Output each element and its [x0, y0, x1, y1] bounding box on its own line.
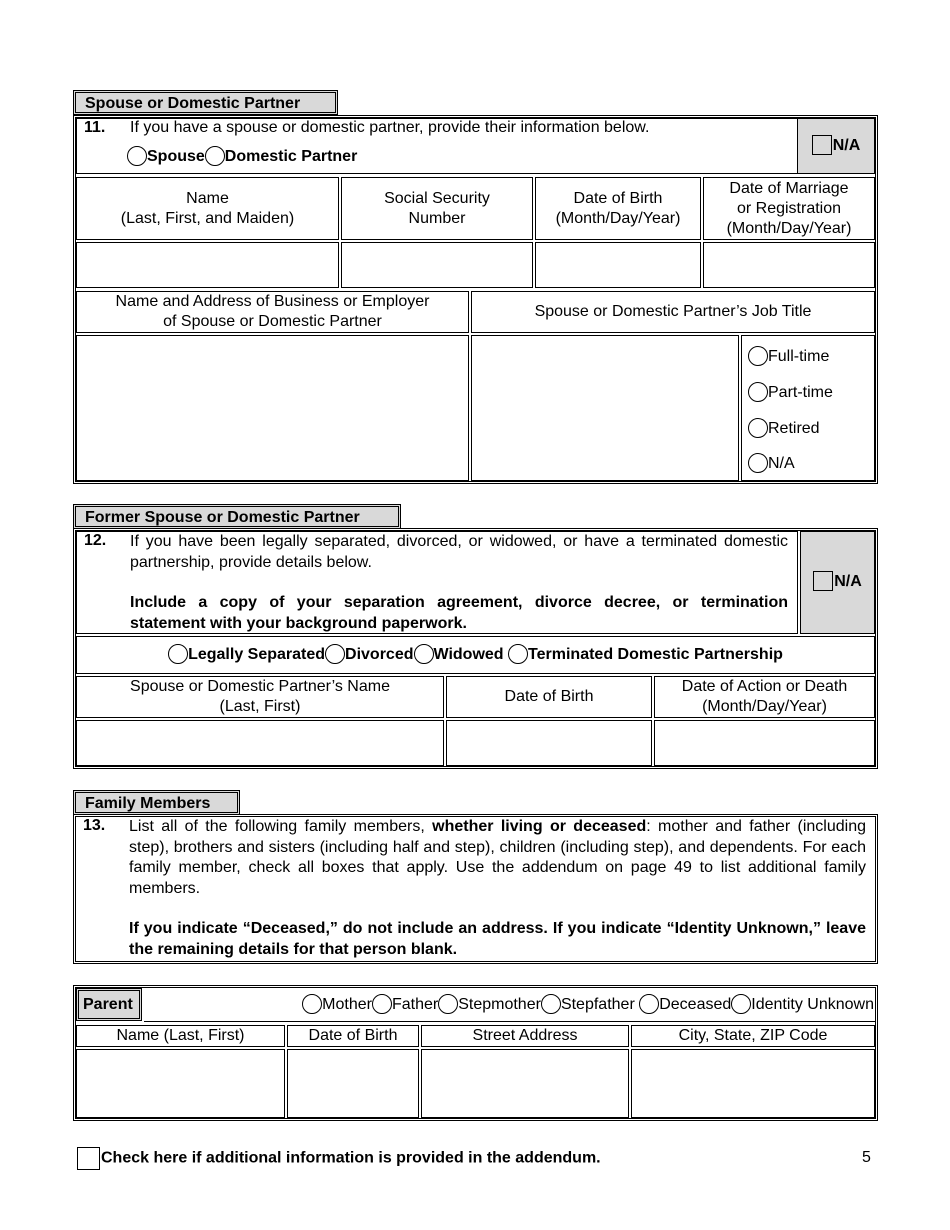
stepfather-radio[interactable]	[541, 994, 561, 1014]
spouse-name-input[interactable]	[76, 242, 339, 288]
terminated-partnership-radio[interactable]	[508, 644, 528, 664]
divorced-label: Divorced	[345, 646, 414, 664]
col-dob-line2: (Month/Day/Year)	[555, 209, 681, 227]
employer-line2: of Spouse or Domestic Partner	[163, 313, 382, 330]
question-number: 11.	[84, 119, 106, 136]
former-name-line2: (Last, First)	[219, 698, 301, 715]
col-ssn-header	[341, 177, 533, 240]
question-instruction: Include a copy of your separation agreement, divorce decree, or termination statement with your background paperwork.	[130, 594, 788, 632]
col-marriage-line1: Date of Marriage	[729, 179, 849, 197]
employment-na-label: N/A	[768, 455, 795, 473]
widowed-label: Widowed	[433, 646, 504, 664]
parent-dob-header: Date of Birth	[287, 1025, 419, 1047]
spouse-dob-input[interactable]	[535, 242, 701, 288]
former-action-line2: (Month/Day/Year)	[702, 698, 827, 715]
part-time-label: Part-time	[768, 384, 833, 402]
section-header-family: Family Members	[73, 790, 240, 815]
widowed-radio[interactable]	[414, 644, 434, 664]
na-checkbox-11[interactable]	[812, 135, 832, 155]
legally-separated-label: Legally Separated	[188, 646, 326, 664]
father-radio[interactable]	[372, 994, 392, 1014]
question-text-pre: List all of the following family members,	[129, 818, 433, 835]
job-title-input[interactable]	[471, 335, 739, 481]
spouse-ssn-input[interactable]	[341, 242, 533, 288]
part-time-option	[748, 383, 833, 403]
spouse-marriage-date-input[interactable]	[703, 242, 875, 288]
former-name-header	[76, 676, 444, 718]
col-ssn-line1: Social Security	[384, 189, 490, 207]
addendum-checkbox[interactable]	[77, 1147, 100, 1170]
na-cell-11	[797, 118, 875, 174]
former-action-date-input[interactable]	[654, 720, 875, 766]
col-marriage-header	[703, 177, 875, 240]
question-text	[129, 817, 866, 899]
na-cell-12	[800, 531, 875, 634]
section-header-former-spouse: Former Spouse or Domestic Partner	[73, 504, 401, 529]
former-name-line1: Spouse or Domestic Partner’s Name	[130, 678, 390, 695]
employer-input[interactable]	[76, 335, 469, 481]
stepmother-radio[interactable]	[438, 994, 458, 1014]
parent-dob-input[interactable]	[287, 1049, 419, 1118]
former-action-header	[654, 676, 875, 718]
col-ssn-line2: Number	[408, 209, 466, 227]
domestic-partner-radio[interactable]	[205, 146, 225, 166]
parent-options-row	[144, 988, 875, 1022]
parent-city-header: City, State, ZIP Code	[631, 1025, 875, 1047]
col-dob-header	[535, 177, 701, 240]
col-marriage-line2: or Registration	[736, 199, 842, 217]
stepmother-label: Stepmother	[458, 996, 541, 1014]
parent-name-input[interactable]	[76, 1049, 285, 1118]
parent-label: Parent	[76, 988, 142, 1021]
question-11-cell	[76, 118, 798, 174]
stepfather-label: Stepfather	[560, 996, 635, 1014]
retired-radio[interactable]	[748, 418, 768, 438]
job-title-header: Spouse or Domestic Partner’s Job Title	[471, 291, 875, 333]
col-name-line2: (Last, First, and Maiden)	[120, 209, 295, 227]
deceased-label: Deceased	[659, 996, 732, 1014]
full-time-label: Full-time	[768, 348, 830, 366]
employment-na-radio[interactable]	[748, 453, 768, 473]
na-label: N/A	[834, 573, 862, 591]
question-13-cell	[76, 817, 875, 961]
page-number: 5	[862, 1149, 871, 1166]
domestic-partner-radio-label: Domestic Partner	[224, 148, 358, 166]
full-time-radio[interactable]	[748, 346, 768, 366]
mother-label: Mother	[322, 996, 372, 1014]
parent-name-header: Name (Last, First)	[76, 1025, 285, 1047]
employment-status-cell	[741, 335, 875, 481]
identity-unknown-label: Identity Unknown	[751, 996, 874, 1014]
col-marriage-line3: (Month/Day/Year)	[726, 219, 852, 237]
parent-street-input[interactable]	[421, 1049, 629, 1118]
terminated-partnership-label: Terminated Domestic Partnership	[528, 646, 783, 664]
spouse-radio-group	[127, 147, 357, 167]
question-number: 12.	[84, 532, 107, 549]
spouse-radio[interactable]	[127, 146, 147, 166]
retired-option	[748, 419, 820, 439]
father-label: Father	[391, 996, 439, 1014]
addendum-row	[77, 1147, 601, 1171]
full-time-option	[748, 347, 829, 367]
section-header-spouse: Spouse or Domestic Partner	[73, 90, 338, 115]
mother-radio[interactable]	[302, 994, 322, 1014]
question-instruction: If you indicate “Deceased,” do not include an address. If you indicate “Identity Unknown,” leave the remaining details for that person blank.	[129, 920, 866, 958]
spouse-radio-label: Spouse	[147, 148, 205, 166]
former-action-line1: Date of Action or Death	[681, 678, 848, 695]
legally-separated-radio[interactable]	[168, 644, 188, 664]
question-text: If you have been legally separated, divorced, or widowed, or have a terminated domestic partnership, provide details below.	[130, 533, 788, 571]
col-dob-line1: Date of Birth	[573, 189, 663, 207]
addendum-label: Check here if additional information is provided in the addendum.	[101, 1149, 601, 1167]
former-name-input[interactable]	[76, 720, 444, 766]
na-checkbox-12[interactable]	[813, 571, 833, 591]
identity-unknown-radio[interactable]	[731, 994, 751, 1014]
col-name-header	[76, 177, 339, 240]
retired-label: Retired	[768, 420, 820, 438]
col-name-line1: Name	[186, 189, 229, 207]
employer-header	[76, 291, 469, 333]
former-dob-header: Date of Birth	[446, 676, 652, 718]
former-status-row	[76, 636, 875, 674]
question-text-post: : mother and father (including step), brothers and sisters (including half and step), children (including step), and dependents. For each family member, check all boxes that apply. Use the addendum on page 49 to list additional family members.	[129, 818, 866, 897]
part-time-radio[interactable]	[748, 382, 768, 402]
parent-city-input[interactable]	[631, 1049, 875, 1118]
question-number: 13.	[83, 817, 106, 834]
former-dob-input[interactable]	[446, 720, 652, 766]
question-12-cell	[76, 531, 798, 634]
deceased-radio[interactable]	[639, 994, 659, 1014]
employer-line1: Name and Address of Business or Employer	[115, 293, 430, 310]
na-label: N/A	[832, 137, 861, 155]
parent-street-header: Street Address	[421, 1025, 629, 1047]
question-text-emphasis: whether living or deceased	[432, 818, 647, 835]
divorced-radio[interactable]	[325, 644, 345, 664]
na-option	[748, 454, 795, 474]
question-text: If you have a spouse or domestic partner, provide their information below.	[130, 119, 650, 136]
